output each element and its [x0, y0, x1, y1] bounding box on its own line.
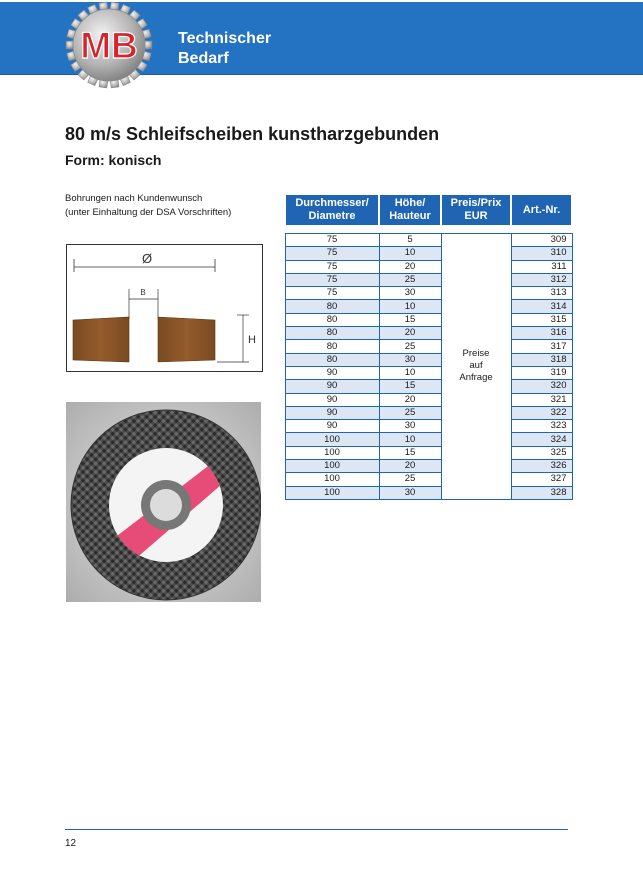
company-logo [60, 0, 158, 98]
cell-diameter: 80 [285, 353, 379, 366]
wheel-section-left [73, 317, 129, 362]
cell-diameter: 100 [285, 473, 379, 486]
cell-article-number: 317 [511, 340, 572, 353]
cell-diameter: 100 [285, 446, 379, 459]
cell-article-number: 313 [511, 287, 572, 300]
cell-diameter: 75 [285, 234, 379, 247]
cell-article-number: 327 [511, 473, 572, 486]
page-subtitle: Form: konisch [65, 152, 162, 168]
cell-diameter: 90 [285, 420, 379, 433]
cell-height: 30 [379, 420, 441, 433]
cell-height: 10 [379, 433, 441, 446]
cell-height: 15 [379, 446, 441, 459]
cell-height: 25 [379, 273, 441, 286]
column-header-diameter: Durchmesser/ Diametre [285, 195, 379, 225]
cell-height: 15 [379, 313, 441, 326]
wheel-bore [150, 489, 182, 521]
wheel-section-right [158, 317, 215, 362]
table-row [285, 366, 572, 379]
table-row [285, 406, 572, 419]
cell-article-number: 309 [511, 234, 572, 247]
cell-diameter: 90 [285, 380, 379, 393]
cell-article-number: 314 [511, 300, 572, 313]
bore-note [65, 192, 231, 220]
table-row [285, 380, 572, 393]
table-row [285, 260, 572, 273]
logo-text: MB [80, 25, 138, 66]
cell-diameter: 90 [285, 393, 379, 406]
cell-diameter: 90 [285, 406, 379, 419]
cell-article-number: 322 [511, 406, 572, 419]
cell-article-number: 318 [511, 353, 572, 366]
cell-diameter: 75 [285, 260, 379, 273]
height-label: H [248, 334, 256, 346]
table-row [285, 446, 572, 459]
cell-height: 30 [379, 353, 441, 366]
table-row [285, 433, 572, 446]
cell-height: 25 [379, 340, 441, 353]
column-header-article: Art.-Nr. [511, 195, 572, 225]
cell-article-number: 326 [511, 460, 572, 473]
cell-height: 10 [379, 247, 441, 260]
cell-article-number: 315 [511, 313, 572, 326]
bore-note-line1: Bohrungen nach Kundenwunsch [65, 193, 203, 204]
table-row [285, 473, 572, 486]
cell-article-number: 316 [511, 327, 572, 340]
price-note-line2: auf [469, 360, 483, 372]
company-name-line1: Technischer [178, 30, 272, 47]
cell-article-number: 324 [511, 433, 572, 446]
grinding-wheel-photo [66, 402, 261, 602]
cell-height: 20 [379, 260, 441, 273]
table-row [285, 313, 572, 326]
cell-diameter: 100 [285, 460, 379, 473]
cell-diameter: 75 [285, 273, 379, 286]
cell-diameter: 100 [285, 433, 379, 446]
table-row [285, 353, 572, 366]
cell-article-number: 311 [511, 260, 572, 273]
cell-price-on-request [441, 234, 511, 500]
cell-diameter: 80 [285, 313, 379, 326]
cell-diameter: 75 [285, 287, 379, 300]
company-name-line2: Bedarf [178, 50, 229, 67]
column-header-height: Höhe/ Hauteur [379, 195, 441, 225]
page-number: 12 [65, 838, 77, 849]
diameter-label: Ø [141, 251, 153, 266]
cell-height: 30 [379, 486, 441, 499]
cell-diameter: 90 [285, 366, 379, 379]
cell-article-number: 328 [511, 486, 572, 499]
cell-height: 20 [379, 327, 441, 340]
cell-height: 10 [379, 300, 441, 313]
cell-height: 15 [379, 380, 441, 393]
cell-height: 20 [379, 393, 441, 406]
cell-height: 10 [379, 366, 441, 379]
table-row [285, 300, 572, 313]
technical-diagram [66, 244, 263, 372]
cell-height: 20 [379, 460, 441, 473]
table-row [285, 460, 572, 473]
cell-height: 5 [379, 234, 441, 247]
table-row [285, 486, 572, 499]
cell-article-number: 320 [511, 380, 572, 393]
table-row [285, 247, 572, 260]
company-name [178, 29, 271, 69]
cell-diameter: 75 [285, 247, 379, 260]
table-row [285, 327, 572, 340]
table-row [285, 287, 572, 300]
column-header-price: Preis/Prix EUR [441, 195, 511, 225]
cell-diameter: 80 [285, 300, 379, 313]
table-row [285, 420, 572, 433]
conical-wheel-drawing [67, 245, 262, 371]
table-row [285, 393, 572, 406]
price-note-line3: Anfrage [459, 372, 493, 384]
cell-article-number: 319 [511, 366, 572, 379]
cell-article-number: 323 [511, 420, 572, 433]
page-title: 80 m/s Schleifscheiben kunstharzgebunden [65, 124, 440, 144]
cell-article-number: 321 [511, 393, 572, 406]
price-table [284, 195, 573, 500]
cell-height: 30 [379, 287, 441, 300]
table-row [285, 340, 572, 353]
cell-diameter: 100 [285, 486, 379, 499]
table-row [285, 234, 572, 247]
cell-height: 25 [379, 406, 441, 419]
bore-label: B [140, 288, 146, 297]
table-row [285, 273, 572, 286]
footer-divider [65, 829, 568, 830]
cell-diameter: 80 [285, 340, 379, 353]
cell-height: 25 [379, 473, 441, 486]
cell-diameter: 80 [285, 327, 379, 340]
cell-article-number: 325 [511, 446, 572, 459]
bore-note-line2: (unter Einhaltung der DSA Vorschriften) [65, 207, 232, 218]
cell-article-number: 312 [511, 273, 572, 286]
price-note-line1: Preise [462, 348, 490, 360]
cell-article-number: 310 [511, 247, 572, 260]
